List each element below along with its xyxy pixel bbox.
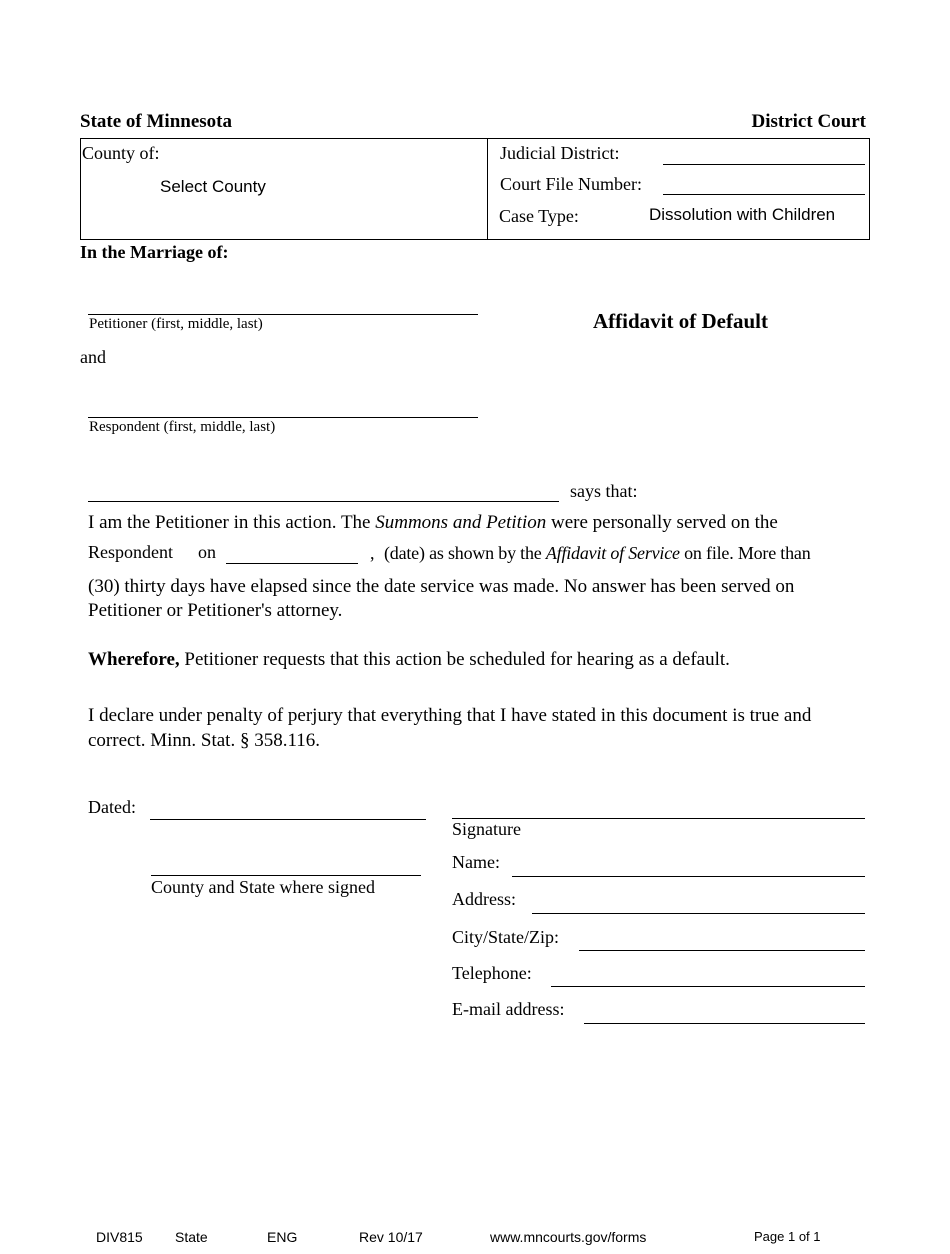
court-title: District Court bbox=[751, 111, 866, 132]
state-title: State of Minnesota bbox=[80, 111, 232, 132]
declaration-line1: I declare under penalty of perjury that everything that I have stated in this document is true and bbox=[88, 705, 812, 726]
service-paragraph-line1 bbox=[88, 510, 778, 535]
footer-revision: Rev 10/17 bbox=[359, 1229, 423, 1245]
county-state-label: County and State where signed bbox=[151, 877, 375, 897]
footer-url[interactable]: www.mncourts.gov/forms bbox=[490, 1229, 647, 1245]
judicial-district-label: Judicial District: bbox=[500, 143, 620, 163]
dated-label: Dated: bbox=[88, 797, 136, 817]
county-select[interactable]: Select County bbox=[160, 177, 266, 196]
summons-petition-text: Summons and Petition bbox=[375, 512, 547, 533]
affiant-name-input[interactable] bbox=[88, 485, 559, 502]
service-text-end: were personally served on the bbox=[546, 512, 778, 533]
county-state-input[interactable] bbox=[151, 859, 421, 876]
service-text-start: I am the Petitioner in this action. The bbox=[88, 512, 376, 533]
respondent-word: Respondent bbox=[88, 542, 173, 562]
email-input[interactable] bbox=[584, 1007, 865, 1024]
footer-scope: State bbox=[175, 1229, 208, 1245]
marriage-heading: In the Marriage of: bbox=[80, 242, 229, 262]
on-word: on bbox=[198, 542, 216, 562]
footer-form-code: DIV815 bbox=[96, 1229, 143, 1245]
and-text: and bbox=[80, 347, 106, 367]
service-date-input[interactable] bbox=[226, 547, 358, 564]
petitioner-name-input[interactable] bbox=[88, 298, 478, 315]
court-file-number-input[interactable] bbox=[663, 178, 865, 195]
respondent-label: Respondent (first, middle, last) bbox=[89, 419, 276, 435]
case-type-value[interactable]: Dissolution with Children bbox=[649, 205, 836, 224]
name-input[interactable] bbox=[512, 860, 865, 877]
city-state-zip-input[interactable] bbox=[579, 934, 865, 951]
comma-text: , bbox=[370, 543, 375, 563]
says-that-text: says that: bbox=[570, 481, 638, 501]
name-label: Name: bbox=[452, 852, 500, 872]
petitioner-label: Petitioner (first, middle, last) bbox=[89, 316, 263, 332]
address-input[interactable] bbox=[532, 897, 865, 914]
telephone-label: Telephone: bbox=[452, 963, 532, 983]
footer-page-number: Page 1 of 1 bbox=[754, 1229, 821, 1244]
wherefore-text: Petitioner requests that this action be scheduled for hearing as a default. bbox=[179, 649, 730, 670]
case-type-label: Case Type: bbox=[499, 206, 579, 226]
address-label: Address: bbox=[452, 889, 516, 909]
caption-divider bbox=[487, 139, 488, 239]
court-file-number-label: Court File Number: bbox=[500, 174, 642, 194]
service-paragraph-line2 bbox=[384, 543, 811, 564]
dated-input[interactable] bbox=[150, 803, 426, 820]
respondent-name-input[interactable] bbox=[88, 401, 478, 418]
affidavit-of-service-text: Affidavit of Service bbox=[545, 543, 680, 563]
wherefore-bold: Wherefore, bbox=[88, 649, 180, 670]
wherefore-paragraph bbox=[88, 647, 730, 672]
signature-input[interactable] bbox=[452, 802, 865, 819]
telephone-input[interactable] bbox=[551, 970, 865, 987]
declaration-line2: correct. Minn. Stat. § 358.116. bbox=[88, 730, 321, 751]
footer-language: ENG bbox=[267, 1229, 298, 1245]
date-text: (date) as shown by the bbox=[384, 543, 546, 563]
judicial-district-input[interactable] bbox=[663, 148, 865, 165]
service-paragraph-line4: Petitioner or Petitioner's attorney. bbox=[88, 600, 343, 621]
city-state-zip-label: City/State/Zip: bbox=[452, 927, 559, 947]
county-label: County of: bbox=[82, 143, 160, 163]
on-file-text: on file. More than bbox=[679, 543, 811, 563]
service-paragraph-line3: (30) thirty days have elapsed since the date service was made. No answer has been served on bbox=[88, 576, 795, 597]
signature-label: Signature bbox=[452, 819, 521, 839]
form-title: Affidavit of Default bbox=[593, 309, 768, 333]
email-label: E-mail address: bbox=[452, 999, 565, 1019]
